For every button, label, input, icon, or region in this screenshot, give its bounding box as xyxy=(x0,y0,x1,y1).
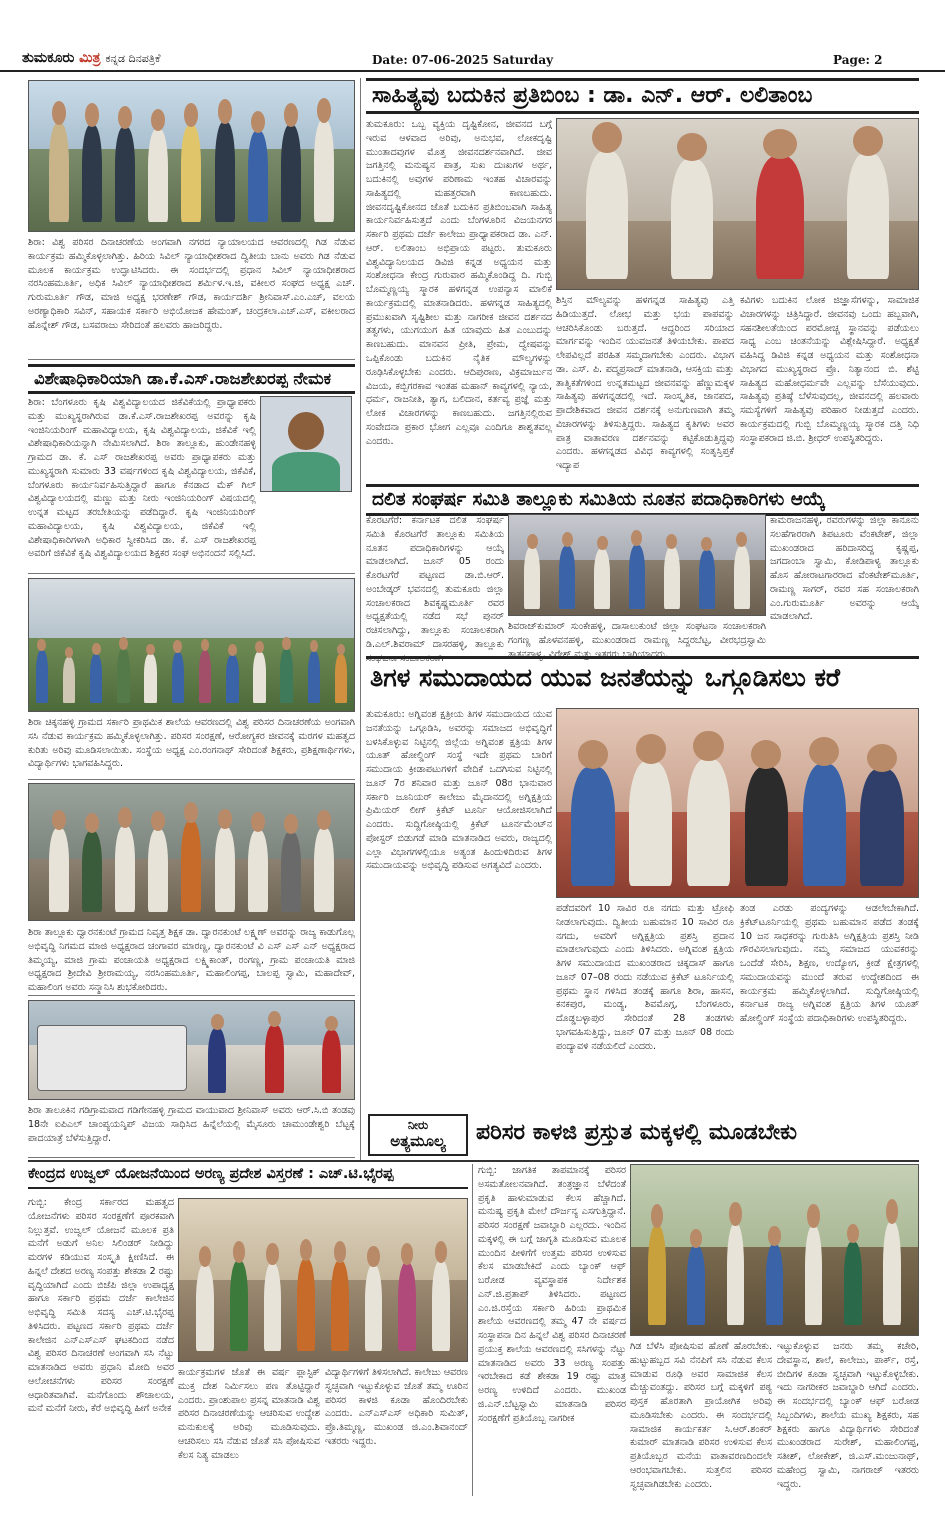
paper-name-main: ತುಮಕೂರು xyxy=(22,50,75,66)
dss-headline: ದಲಿತ ಸಂಘರ್ಷ ಸಮಿತಿ ತಾಲ್ಲೂಕು ಸಮಿತಿಯ ನೂತನ ಪದಾಧಿಕಾರಿಗಳು ಆಯ್ಕೆ xyxy=(366,484,919,516)
ujjwal-headline: ಕೇಂದ್ರದ ಉಜ್ವಲ್ ಯೋಜನೆಯಿಂದ ಅರಣ್ಯ ಪ್ರದೇಶ ವಿಸ್ತರಣೆ : ಎಚ್.ಟಿ.ಭೈರಪ್ಪ xyxy=(28,1164,468,1189)
page-number: Page: 2 xyxy=(833,53,883,67)
section-rule xyxy=(28,1160,919,1162)
literature-body-col2: ಶಿಸ್ತಿನ ಮೌಲ್ಯವನ್ನು ಹಳಗನ್ನಡ ಸಾಹಿತ್ಯವು ಎತ್ತಿ ಹಿಡಿಯುತ್ತದೆ. ಲೋಭ ಮತ್ತು ಭಯ ಪಾಪವನ್ನು ಆಚರಿಸಿಕೊಂಡು ಬರುತ್ತದೆ. ಆದ್ದರಿಂದ ಸರಿಯಾದ ಮಾರ್ಗವನ್ನು ಇಂದಿನ ಯುವಜನತೆ ತಿಳಿಯಬೇಕು. ಪಾಪದ ಲೇಪವಿಲ್ಲದೆ ಪರಹಿತ ಸಮ್ಮದಾಗಬೇಕು ಎಂದರು. ವಿಭಾಗ ಡಾ. ಎಸ್. ಪಿ. ಪದ್ಮಪ್ರಸಾದ್ ಮಾತನಾಡಿ, ಆಸಕ್ತಿಯ ಮತ್ತು ತಾತ್ವಿಕತೆಗಳಿಂದ ಉನ್ನತಮಟ್ಟದ ಜೀವನವನ್ನು ಹೆಣ್ಣುಮಕ್ಕಳ ಸಾಹಿತ್ಯವು ಹಳಗನ್ನಡದಲ್ಲಿ ಇದೆ. ಸಾಂಸ್ಕೃತಿಕ, ಜಾನಪದ, ಪ್ರಾದೇಶಿಕವಾದ ಜೀವನ ದರ್ಶನಕ್ಕೆ ಅನುಗುಣವಾಗಿ ತಮ್ಮ ವಿಚಾರಗಳನ್ನು ತಿಳಿಸುತ್ತಿದ್ದರು. ಸಾಹಿತ್ಯದ ಕೃತಿಗಳು ಅವರ ಪಾತ್ರ ವಾತಾವರಣ ದರ್ಶನವನ್ನು ಕಟ್ಟಿಕೊಡುತ್ತಿದ್ದವು ಎಂದರು. ಹಳಗನ್ನಡದ ವಿವಿಧ ಕಾವ್ಯಗಳಲ್ಲಿ ಸಂತೃಸ್ತಿಪ್ತಕೆ ಇದ್ಯಾಪ xyxy=(556,295,734,472)
youth-body-col3: ತಂಡ ಎರಡು ಪಂದ್ಯಗಳನ್ನು ಆಡಲೇಬೇಕಾಗಿದೆ. ಕ್ರಿಕೆಟ್‌ಟೂರ್ನಿಯಲ್ಲಿ ಪ್ರಥಮ ಬಹುಮಾನ ಪಡೆದ ತಂಡಕ್ಕೆ 10 ಜನ ಸಾಧಕರನ್ನು ಗುರುತಿಸಿ ಅಗ್ನಿಕ್ಷತ್ರಿಯ ಪ್ರಶಸ್ತಿ ನೀಡಿ ಗೌರವಿಸಲಾಗುವುದು. ನಮ್ಮ ಸಮಾಜದ ಯುವಕರನ್ನು ಒಂದೆಡೆ ಸೇರಿಸಿ, ಶಿಕ್ಷಣ, ಉದ್ಯೋಗ, ಕ್ರೀಡೆ ಕ್ಷೇತ್ರಗಳಲ್ಲಿ ಸಮುದಾಯವನ್ನು ಮುಂದೆ ತರುವ ಉದ್ದೇಶದಿಂದ ಈ ಕಾರ್ಯಕ್ರಮ ಹಮ್ಮಿಕೊಳ್ಳಲಾಗಿದೆ. ಸುದ್ದಿಗೋಷ್ಠಿಯಲ್ಲಿ ಕರ್ನಾಟಕ ರಾಜ್ಯ ಅಗ್ನಿವಂಶ ಕ್ಷತ್ರಿಯ ತಿಗಳ ಯೂತ್ ಹೋಲ್ಡಿಂಗ್ ಸಂಸ್ಥೆಯ ಪದಾಧಿಕಾರಿಗಳು ಉಪಸ್ಥಿತರಿದ್ದರು. xyxy=(740,903,919,1025)
paper-name xyxy=(22,50,160,66)
court-tree-planting-photo xyxy=(28,80,355,232)
court-photo-caption: ಶಿರಾ: ವಿಶ್ವ ಪರಿಸರ ದಿನಾಚರಣೆಯ ಅಂಗವಾಗಿ ನಗರದ ನ್ಯಾಯಾಲಯದ ಆವರಣದಲ್ಲಿ ಗಿಡ ನೆಡುವ ಕಾರ್ಯಕ್ರಮ ಹಮ್ಮಿಕೊಳ್ಳಲಾಗಿತ್ತು. ಹಿರಿಯ ಸಿವಿಲ್ ನ್ಯಾಯಾಧೀಶರಾದ ದ್ವಿತೀಯ ಬಾನು ಅವರು ಗಿಡ ನೆಡುವ ಮೂಲಕ ಕಾರ್ಯಕ್ರಮ ಉದ್ಘಾಟಿಸಿದರು. ಈ ಸಂದರ್ಭದಲ್ಲಿ ಪ್ರಧಾನ ಸಿವಿಲ್ ನ್ಯಾಯಾಧೀಶರಾದ ನರಸಿಂಹಮೂರ್ತಿ, ಅಧಿಕ ಸಿವಿಲ್ ನ್ಯಾಯಾಧೀಶರಾದ ಶರ್ಮಿಳ.ಇ.ಜಿ, ವಕೀಲರ ಸಂಘದ ಅಧ್ಯಕ್ಷ ಎಚ್. ಗುರುಮೂರ್ತಿ ಗೌಡ, ಮಾಜಿ ಅಧ್ಯಕ್ಷ ಭರಣೇಶ್ ಗೌಡ, ಕಾರ್ಯದರ್ಶಿ ಶ್ರೀನಿವಾಸ್.ಎಂ.ಎಚ್, ವಲಯ ಅರಣ್ಯಾಧಿಕಾರಿ ಸವಿನ್, ಸಹಾಯಕ ಸರ್ಕಾರಿ ಅಭಿಯೋಜಕ ಹೇಮಂತ್, ಚಂದ್ರಕಲಾ.ಎಚ್.ಎಸ್, ವಕೀಲರಾದ ಹೊನ್ನೇಶ್ ಗೌಡ, ಬಸವರಾಜು ಸೇರಿದಂತೆ ಹಲವರು ಹಾಜರಿದ್ದರು. xyxy=(28,236,355,360)
environment-headline: ಪರಿಸರ ಕಾಳಜಿ ಪ್ರಸ್ತುತ ಮಕ್ಕಳಲ್ಲಿ ಮೂಡಬೇಕು xyxy=(476,1120,797,1145)
school-photo-caption: ಶಿರಾ ಚಿಕ್ಕನಹಳ್ಳಿ ಗ್ರಾಮದ ಸರ್ಕಾರಿ ಪ್ರಾಥಮಿಕ ಶಾಲೆಯ ಆವರಣದಲ್ಲಿ ವಿಶ್ವ ಪರಿಸರ ದಿನಾಚರಣೆಯ ಅಂಗವಾಗಿ ಸಸಿ ನೆಡುವ ಕಾರ್ಯಕ್ರಮ ಹಮ್ಮಿಕೊಳ್ಳಲಾಗಿತ್ತು. ಪರಿಸರ ಸಂರಕ್ಷಣೆ, ಆರೋಗ್ಯಕರ ಜೀವನಕ್ಕೆ ಮರಗಳ ಮಹತ್ವದ ಕುರಿತು ಅರಿವು ಮೂಡಿಸಲಾಯಿತು. ಸಂಸ್ಥೆಯ ಅಧ್ಯಕ್ಷ ಎಂ.ರಂಗನಾಥ್ ಸೇರಿದಂತೆ ಶಿಕ್ಷಕರು, ಪ್ರಶಿಕ್ಷಣಾರ್ಥಿಗಳು, ವಿದ್ಯಾರ್ಥಿಗಳು ಭಾಗವಹಿಸಿದ್ದರು. xyxy=(28,716,355,780)
officer-bottom-rule xyxy=(28,573,355,574)
youth-poster-release-photo xyxy=(556,708,919,898)
truck-shape xyxy=(37,1025,187,1091)
literature-body-col3: ಕವಿಗಳು ಬದುಕಿನ ಲೋಕ ಜಿಜ್ಞಾಸೆಗಳನ್ನು, ಸಾಮಾಜಿಕ ವಿಚಾರಗಳನ್ನು ಚಿತ್ರಿಸಿದ್ದಾರೆ. ಜೀವನವು ಒಂದು ಹಬ್ಬವಾಗಿ, ಸಹನಶೀಲತೆಯಿಂದ ಪರಮೋಚ್ಚ ಸ್ಥಾನವನ್ನು ಪಡೆಯಲು ಸಾಧ್ಯ ಎಂಬ ಚಿಂತನೆಯನ್ನು ವಿಶ್ಲೇಷಿಸಿದ್ದಾರೆ. ಅಧ್ಯಕ್ಷತೆ ವಹಿಸಿದ್ದ ಡಿವಿಜಿ ಕನ್ನಡ ಅಧ್ಯಯನ ಮತ್ತು ಸಂಶೋಧನಾ ವಿಭಾಗದ ಮುಖ್ಯಸ್ಥರಾದ ಪ್ರೊ. ನಿತ್ಯಾನಂದ ಬಿ. ಶೆಟ್ಟಿ ಸಾಹಿತ್ಯದ ಮಹೋಧರ್ಮವೇ ಎಲ್ಲವನ್ನು ಬೆಸೆಯುವುದು. ಸಾಹಿತ್ಯವು ಪ್ರತಿಷ್ಠೆ ಬೆಳೆಸುವುದಲ್ಲ, ಜೀವನದಲ್ಲಿ ಹಲವಾರು ಸಮಸ್ಯೆಗಳಿಗೆ ಸಾಹಿತ್ಯವು ಪರಿಹಾರ ನೀಡುತ್ತದೆ ಎಂದರು. ಕಾರ್ಯಕ್ರಮದಲ್ಲಿ ಗುಬ್ಬಿ ಬೊಮ್ಮಣ್ಣಯ್ಯ ಸ್ಮಾರಕ ದತ್ತಿ ನಿಧಿ ಸಂಸ್ಥಾಪಕರಾದ ಜಿ.ಬಿ. ಶ್ರೀಧರ್ ಉಪಸ್ಥಿತರಿದ್ದರು. xyxy=(740,295,919,444)
officer-body-top: ಶಿರಾ: ಬೆಂಗಳೂರು ಕೃಷಿ ವಿಶ್ವವಿದ್ಯಾಲಯದ ಜಿಕೆವಿಕೆಯಲ್ಲಿ ಪ್ರಾಧ್ಯಾಪಕರು ಮತ್ತು ಮುಖ್ಯಸ್ಥರಾಗಿರುವ ಡಾ.ಕೆ.ಎಸ್.ರಾಜಶೇಖರಪ್ಪ ಅವರನ್ನು ಕೃಷಿ ಇಂಜಿನಿಯರಿಂಗ್ ಮಹಾವಿದ್ಯಾಲಯ, ಕೃಷಿ ವಿಶ್ವವಿದ್ಯಾಲಯ, ಜಿಕೆವಿಕೆ ಇಲ್ಲಿ ವಿಶೇಷಾಧಿಕಾರಿಯನ್ನಾಗಿ ನೇಮಿಸಲಾಗಿದೆ. ಶಿರಾ ತಾಲ್ಲೂಕು, ಹುಂಡೇನಹಳ್ಳಿ ಗ್ರಾಮದ ಡಾ. ಕೆ. ಎಸ್ ರಾಜಶೇಖರಪ್ಪ ಅವರು ಪ್ರಾಧ್ಯಾಪಕರು ಮತ್ತು ಮುಖ್ಯಸ್ಥರಾಗಿ ಸುಮಾರು 33 ವರ್ಷಗಳಿಂದ ಕೃಷಿ ವಿಶ್ವವಿದ್ಯಾಲಯ, ಜಿಕೆವಿಕೆ, ಬೆಂಗಳೂರು ಕಾರ್ಯನಿರ್ವಹಿಸುತ್ತಿದ್ದಾರೆ ಹಾಗೂ ಕೆನಡಾದ ಮೆಕ್ ಗಿಲ್ ವಿಶ್ವವಿದ್ಯಾಲಯದಲ್ಲಿ ಮಣ್ಣು ಮತ್ತು ನೀರು ಇಂಜಿನಿಯರಿಂಗ್ ವಿಷಯದಲ್ಲಿ ಉನ್ನತ ಮಟ್ಟದ ತರಬೇತಿಯನ್ನು ಪಡೆದಿದ್ದಾರೆ. ಕೃಷಿ ಇಂಜಿನಿಯರಿಂಗ್ ಮಹಾವಿದ್ಯಾಲಯ, ಕೃಷಿ ವಿಶ್ವವಿದ್ಯಾಲಯ, ಜಿಕೆವಿಕೆ ಇಲ್ಲಿ ವಿಶೇಷಾಧಿಕಾರಿಗಳಾಗಿ ಅಧಿಕಾರ ಸ್ವೀಕರಿಸಿದ ಡಾ. ಕೆ. ಎಸ್ ರಾಜಶೇಖರಪ್ಪ ಅವರಿಗೆ ಜಿಕೆವಿಕೆ ಕೃಷಿ ವಿಶ್ವವಿದ್ಯಾಲಯದ ಶಿಕ್ಷಕರ ಸಂಘ ಅಭಿನಂದನೆ ಸಲ್ಲಿಸಿದೆ. xyxy=(28,397,256,560)
dss-office-bearers-photo xyxy=(508,514,766,616)
masthead xyxy=(0,0,945,72)
environment-body-col2: ಗಿಡ ಬೆಳೆಸಿ ಪೋಷಿಸುವ ಹೊಣೆ ಹೊರಬೇಕು. ಹುಟ್ಟುಹಬ್ಬದ ಸವಿ ನೆನಪಿಗೆ ಸಸಿ ನೆಡುವ ಕೆಲಸ ಮಾಡುವ ರೂಢಿ ಅವರ ಸಾಮಾಜಿಕ ಕೆಲಸ ಮೆಚ್ಚುವಂತದ್ದು. ಪರಿಸರ ಬಗ್ಗೆ ಮಕ್ಕಳಿಗೆ ಪಠ್ಯ ಪುಸ್ತಕ ಹೊರತಾಗಿ ಪ್ರಾಯೋಗಿಕ ಅರಿವು ಮೂಡಿಸಬೇಕು ಎಂದರು. ಈ ಸಂದರ್ಭದಲ್ಲಿ ಸಾಮಾಜಿಕ ಕಾರ್ಯಕರ್ತ ಸಿ.ಆರ್.ಶಂಕರ್ ಕುಮಾರ್ ಮಾತನಾಡಿ ಪರಿಸರ ಉಳಿಸುವ ಕೆಲಸ ಪ್ರತಿಯೊಬ್ಬರ ಮನೆಯ ವಾತಾವರಣದಿಂದಲೇ ಆರಂಭವಾಗಬೇಕು. ಸುತ್ತಲಿನ ಪರಿಸರ ಸ್ವಚ್ಛವಾಗಿಡಬೇಕು ಎಂದರು. xyxy=(630,1341,772,1490)
literature-headline: ಸಾಹಿತ್ಯವು ಬದುಕಿನ ಪ್ರತಿಬಿಂಬ : ಡಾ. ಎನ್. ಆರ್. ಲಲಿತಾಂಬ xyxy=(366,78,919,114)
dss-body-col1: ಕೊರಟಗೆರೆ: ಕರ್ನಾಟಕ ದಲಿತ ಸಂಘರ್ಷ ಸಮಿತಿ ಕೊರಟಗೆರೆ ತಾಲ್ಲೂಕು ಸಮಿತಿಯ ನೂತನ ಪದಾಧಿಕಾರಿಗಳನ್ನು ಆಯ್ಕೆ ಮಾಡಲಾಗಿದೆ. ಜೂನ್ 05 ರಂದು ಕೊರಟಗೆರೆ ಪಟ್ಟಣದ ಡಾ.ಬಿ.ಆರ್. ಅಂಬೇಡ್ಕರ್ ಭವನದಲ್ಲಿ ತುಮಕೂರು ಜಿಲ್ಲಾ ಸಂಚಾಲಕರಾದ ಶಿವಕೃಷ್ಣಮೂರ್ತಿ ರವರ ಅಧ್ಯಕ್ಷತೆಯಲ್ಲಿ ನಡೆದ ಸಭೆ ಪುನರ್ ರಚಿಸಲಾಗಿದ್ದು, ತಾಲ್ಲೂಕು ಸಂಚಾಲಕರಾಗಿ ಡಿ.ಎಲ್.ಶಿವರಾಮ್ ದಾಸರಹಳ್ಳಿ, ತಾಲ್ಲೂಕು ಸಂಘಟನಾ ಸಂಚಾಲಕರಾಗಿ xyxy=(366,515,504,664)
youth-headline: ತಿಗಳ ಸಮುದಾಯದ ಯುವ ಜನತೆಯನ್ನು ಒಗ್ಗೂಡಿಸಲು ಕರೆ xyxy=(366,656,919,694)
ujjwal-body-col1: ಗುಬ್ಬಿ: ಕೇಂದ್ರ ಸರ್ಕಾರದ ಮಹತ್ವದ ಯೋಜನೆಗಳು ಪರಿಸರ ಸಂರಕ್ಷಣೆಗೆ ಪೂರಕವಾಗಿ ನಿಲ್ಲುತ್ತವೆ. ಉಜ್ವಲ್ ಯೋಜನೆ ಮೂಲಕ ಪ್ರತಿ ಮನೆಗೆ ಅಡುಗೆ ಅನಿಲ ಸಿಲಿಂಡರ್ ನೀಡಿದ್ದು ಮರಗಳ ಕಡಿಯುವ ಸಂಸ್ಕೃತಿ ಕ್ಷೀಣಿಸಿದೆ. ಈ ಹಿನ್ನಲೆ ದೇಶದ ಅರಣ್ಯ ಸಂಪತ್ತು ಶೇಕಡಾ 2 ರಷ್ಟು ವೃದ್ಧಿಯಾಗಿದೆ ಎಂದು ಬಿಜೆಪಿ ಜಿಲ್ಲಾ ಉಪಾಧ್ಯಕ್ಷ ಹಾಗೂ ಸರ್ಕಾರಿ ಪ್ರಥಮ ದರ್ಜೆ ಕಾಲೇಜಿನ ಅಭಿವೃದ್ಧಿ ಸಮಿತಿ ಸದಸ್ಯ ಎಚ್.ಟಿ.ಭೈರಪ್ಪ ತಿಳಿಸಿದರು. ಪಟ್ಟಣದ ಸರ್ಕಾರಿ ಪ್ರಥಮ ದರ್ಜೆ ಕಾಲೇಜಿನ ಎನ್ಎಸ್ಎಸ್ ಘಟಕದಿಂದ ನಡೆದ ವಿಶ್ವ ಪರಿಸರ ದಿನಾಚರಣೆ ಅಂಗವಾಗಿ ಸಸಿ ನೆಟ್ಟು ಮಾತನಾಡಿದ ಅವರು ಪ್ರಧಾನಿ ಮೋದಿ ಅವರ ಆಲೋಚನೆಗಳು ಪರಿಸರ ಸಂರಕ್ಷಣೆ ಆಧಾರಿತವಾಗಿವೆ. ಮನೆಗೊಂದು ಶೌಚಾಲಯ, ಮನೆ ಮನೆಗೆ ನೀರು, ಕೆರೆ ಅಭಿವೃದ್ಧಿ ಹೀಗೆ ಅನೇಕ xyxy=(28,1197,174,1415)
column-rule-bottom xyxy=(472,1164,473,1496)
literature-felicitation-photo xyxy=(556,118,919,290)
water-precious-logo xyxy=(368,1114,468,1156)
rcb-padayatra-photo xyxy=(28,1000,355,1100)
teacher-photo-caption: ಶಿರಾ ತಾಲ್ಲೂಕು ದ್ವಾರನಕುಂಟೆ ಗ್ರಾಮದ ನಿವೃತ್ತ ಶಿಕ್ಷಕ ಡಾ. ದ್ವಾರನಕುಂಟೆ ಲಕ್ಷ್ಮಣ್ ಅವರನ್ನು ರಾಜ್ಯ ಕಾಡುಗೊಲ್ಲ ಅಭಿವೃದ್ಧಿ ನಿಗಮದ ಮಾಜಿ ಅಧ್ಯಕ್ಷರಾದ ಚಂಗಾವರ ಮಾರಣ್ಣ, ದ್ವಾರನಕುಂಟೆ ವಿ ಎಸ್ ಎಸ್ ಎನ್ ಅಧ್ಯಕ್ಷರಾದ ತಿಮ್ಮಯ್ಯ, ಮಾಜಿ ಗ್ರಾಮ ಪಂಚಾಯತಿ ಅಧ್ಯಕ್ಷರಾದ ಲಕ್ಷ್ಮಿಕಾಂತ್, ರಂಗಣ್ಣ, ಗ್ರಾಮ ಪಂಚಾಯತಿ ಮಾಜಿ ಅಧ್ಯಕ್ಷರಾದ ಶ್ರೀದೇವಿ ಶ್ರೀರಾಮಯ್ಯ, ನರಸಿಂಹಮೂರ್ತಿ, ಮಹಾಲಿಂಗಪ್ಪ, ಬಾಲಪ್ಪ ಸ್ವಾಮಿ, ಮಹಾದೇವ್, ಮಹಾಲಿಂಗ ಅವರು ಸನ್ಮಾನಿಸಿ ಶುಭಕೋರಿದರು. xyxy=(28,926,355,996)
school-children-photo xyxy=(28,578,355,712)
column-rule-left xyxy=(360,78,361,1160)
literature-body-col1: ತುಮಕೂರು: ಒಬ್ಬ ವ್ಯಕ್ತಿಯ ದೃಷ್ಟಿಕೋನ, ಜೀವನದ ಬಗ್ಗೆ ಇರುವ ಆಳವಾದ ಅರಿವು, ಅನುಭವ, ಲೋಕದೃಷ್ಟಿ ಮುಂತಾದವುಗಳ ಮೊತ್ತ ಜೀವನದರ್ಶನವಾಗಿದೆ. ಜೀವ ಜಗತ್ತಿನಲ್ಲಿ ಮನುಷ್ಯನ ಪಾತ್ರ, ಸುಖ ದುಃಖಗಳ ಅರ್ಥ, ಬದುಕಿನಲ್ಲಿ ಅವುಗಳ ಪರಿಣಾಮ ಇಂತಹ ವಿಚಾರವನ್ನು ಸಾಹಿತ್ಯದಲ್ಲಿ ಮಹತ್ತರವಾಗಿ ಕಾಣಬಹುದು. ಜೀವನದೃಷ್ಟಿಕೋನದ ಜೊತೆ ಬದುಕಿನ ಪ್ರತಿಬಿಂಬವಾಗಿ ಸಾಹಿತ್ಯ ಕಾರ್ಯನಿರ್ವಹಿಸುತ್ತದೆ ಎಂದು ಬೆಂಗಳೂರಿನ ವಿಜಯನಗರ ಸರ್ಕಾರಿ ಪ್ರಥಮ ದರ್ಜೆ ಕಾಲೇಜು ಪ್ರಾಧ್ಯಾಪಕರಾದ ಡಾ. ಎನ್. ಆರ್. ಲಲಿತಾಂಬ ಅಭಿಪ್ರಾಯ ಪಟ್ಟರು. ತುಮಕೂರು ವಿಶ್ವವಿದ್ಯಾನಿಲಯದ ಡಿವಿಜಿ ಕನ್ನಡ ಅಧ್ಯಯನ ಮತ್ತು ಸಂಶೋಧನಾ ಕೇಂದ್ರ ಗುರುವಾರ ಹಮ್ಮಿಕೊಂಡಿದ್ದ ದಿ. ಗುಬ್ಬಿ ಬೊಮ್ಮಣ್ಣಯ್ಯ ಸ್ಮಾರಕ ಹಳಗನ್ನಡ ಉಪನ್ಯಾಸ ಮಾಲಿಕೆ ಕಾರ್ಯಕ್ರಮದಲ್ಲಿ ಮಾತನಾಡಿದರು. ಹಳಗನ್ನಡ ಸಾಹಿತ್ಯದಲ್ಲಿ ಪ್ರಮುಖವಾಗಿ ಸೃಷ್ಟಿಶೀಲ ಮತ್ತು ನಾಗರೀಕ ಜೀವನ ದರ್ಶನದ ತತ್ವಗಳು, ಯುಗಯುಗ ಹಿತ ಯಾವುದು ಹಿತ ಎಂಬುದನ್ನು ಕಾಣಬಹುದು. ಮಾನವನ ಪ್ರೀತಿ, ಪ್ರೇಮ, ದ್ವೇಷವನ್ನು ಒಪ್ಪಿಕೊಂಡು ಬದುಕಿನ ನೈತಿಕ ಮೌಲ್ಯಗಳನ್ನು ರೂಢಿಸಿಕೊಳ್ಳಬೇಕು ಎಂದರು. ಆದಿಪುರಾಣ, ವಿಕ್ರಮಾರ್ಜುನ ವಿಜಯ, ಕಬ್ಬಿಗರಕಾವ ಇಂತಹ ಮಹಾನ್ ಕಾವ್ಯಗಳಲ್ಲಿ ನ್ಯಾಯ, ಧರ್ಮ, ರಾಜನೀತಿ, ತ್ಯಾಗ, ಬಲಿದಾನ, ಕರ್ತವ್ಯ ಪ್ರಜ್ಞೆ ಮತ್ತು ಲೋಕ ವಿಚಾರಗಳನ್ನು ಕಾಣಬಹುದು. ಜಗತ್ತಿನಲ್ಲಿರುವ ಸಂವೇದನಾ ಪ್ರಕಾರ ಭೋಗ ಎಲ್ಲವೂ ಎಂದಿಗೂ ಶಾಶ್ವತವಲ್ಲ ಎಂದರು. xyxy=(366,119,552,447)
officer-portrait-photo xyxy=(260,396,352,492)
paper-name-mitra: ಮಿತ್ರ xyxy=(79,50,101,66)
water-logo-line2: ಅತ್ಯಮೂಲ್ಯ xyxy=(390,1131,446,1150)
dss-body-col3: ಕಾಮರಾಜನಹಳ್ಳಿ, ರವರುಗಳನ್ನು ಜಿಲ್ಲಾ ಕಾನೂನು ಸಲಹೆಗಾರರಾಗಿ ತಿಪಟೂರು ವೆಂಕಟೇಶ್, ಜಿಲ್ಲಾ ಮುಖಂಡರಾದ ಹರಿದಾಸರಿದ್ದ ಕೃಷ್ಣಪ್ಪ, ಜಗದಾಂಬಾ ಸ್ವಾಮಿ, ಕೋಡಿಪಾಳ್ಯ ತಾಲ್ಲೂಕು ಹೊಸ ಹೋರಾಟಗಾರರಾದ ವೆಂಕಟೇಶ್‌ಮೂರ್ತಿ, ರಾಮಣ್ಣ ಸಾಗರ್, ರವರ ಸಹ ಸಂಚಾಲಕರಾಗಿ ಎಂ.ಗುರುಮೂರ್ತಿ ಅವರನ್ನು ಆಯ್ಕೆ ಮಾಡಲಾಗಿದೆ. xyxy=(770,515,919,623)
officer-headline: ವಿಶೇಷಾಧಿಕಾರಿಯಾಗಿ ಡಾ.ಕೆ.ಎಸ್.ರಾಜಶೇಖರಪ್ಪ ನೇಮಕ xyxy=(28,364,355,394)
water-logo-line1: ನೀರು xyxy=(407,1118,429,1132)
dss-body-under-photo: ಶಿವರಾಜ್‌ಕುಮಾರ್ ಸುಂಕೇಹಳ್ಳಿ, ದಾಸಾಲುಕುಂಟೆ ಜಿಲ್ಲಾ ಸಂಘಟನಾ ಸಂಚಾಲಕರಾಗಿ ಗಂಗಣ್ಣ ಹೊಳವನಹಳ್ಳಿ, ಮುಖಂಡರಾದ ರಾಮಣ್ಣ ಸಿದ್ದರಬೆಟ್ಟ, ವೀರಭದ್ರಸ್ವಾಮಿ ತಾತನಪಾಳ್ಯ, ವಿರೇಶ್ ಮತ್ತು ಇತರರು ಭಾಗಿಯಾದರು. xyxy=(508,621,766,660)
youth-body-col1: ತುಮಕೂರು: ಅಗ್ನಿವಂಶ ಕ್ಷತ್ರೀಯ ತಿಗಳ ಸಮುದಾಯದ ಯುವ ಜನತೆಯನ್ನು ಒಗ್ಗೂಡಿಸಿ, ಅವರನ್ನು ಸಮಾಜದ ಅಭಿವೃದ್ಧಿಗೆ ಬಳಸಿಕೊಳ್ಳುವ ನಿಟ್ಟಿನಲ್ಲಿ ಜಿಲ್ಲೆಯ ಅಗ್ನಿವಂಶ ಕ್ಷತ್ರಿಯ ತಿಗಳ ಯೂತ್ ಹೋಲ್ಡಿಂಗ್ ಸಂಸ್ಥೆ ಇದೇ ಪ್ರಥಮ ಬಾರಿಗೆ ಸಮುದಾಯ ಕ್ರೀಡಾಪಟುಗಳಿಗೆ ವೇದಿಕೆ ಒದಗಿಸುವ ನಿಟ್ಟಿನಲ್ಲಿ ಜೂನ್ 7ರ ಶನಿವಾರ ಮತ್ತು ಜೂನ್ 08ರ ಭಾನುವಾರ ಸರ್ಕಾರಿ ಜೂನಿಯರ್ ಕಾಲೇಜು ಮೈದಾನದಲ್ಲಿ ಅಗ್ನಿಕ್ಷತ್ರಿಯ ಪ್ರಿಮಿಯರ್ ಲೀಗ್ ಕ್ರಿಕೆಟ್ ಟೂರ್ನಿ ಆಯೋಜಿಸಲಾಗಿದೆ ಎಂದರು. ಸುದ್ದಿಗೋಷ್ಠಿಯಲ್ಲಿ ಕ್ರಿಕೆಟ್ ಟೂರ್ನಮೆಂಟ್‌ನ ಪೋಸ್ಟರ್ ಬಿಡುಗಡೆ ಮಾಡಿ ಮಾತನಾಡಿದ ಅವರು, ರಾಜ್ಯದಲ್ಲಿ ಎಲ್ಲಾ ವಿಭಾಗಗಳಲ್ಲಿಯೂ ಅತ್ಯಂತ ಹಿಂದುಳಿದಿರುವ ತಿಗಳ ಸಮುದಾಯವನ್ನು ಅಭಿವೃದ್ಧಿ ಪಡಿಸುವ ಅಗತ್ಯವಿದೆ ಎಂದರು. xyxy=(366,709,552,872)
ujjwal-body-under-photo: ಕಾರ್ಯಕ್ರಮಗಳ ಜೊತೆ ಈ ವರ್ಷ ಪ್ಲಾಸ್ಟಿಕ್ ಮುಕ್ತ ದೇಶ ನಿರ್ಮಿಸಲು ಪಣ ತೊಟ್ಟಿದ್ದಾರೆ ಎಂದರು. ಪ್ರಾಂಶುಪಾಲ ಪ್ರಸನ್ನ ಮಾತನಾಡಿ ವಿಶ್ವ ಪರಿಸರ ದಿನಾಚರಣೆಯನ್ನು ಆಚರಿಸುವ ಉದ್ದೇಶ ಮನುಕುಲಕ್ಕೆ ಅರಿವು ಮೂಡಿಸುವುದು. ಆಚರಿಸಲು ಸಸಿ ನೆಡುವ ಜೊತೆ ಸಸಿ ಪೋಷಿಸುವ ಕೆಲಸ ನಿತ್ಯ ಮಾಡಲು xyxy=(178,1367,320,1461)
youth-body-col1b xyxy=(366,914,552,1014)
environment-body-col1: ಗುಬ್ಬಿ: ಜಾಗತಿಕ ತಾಪಮಾನಕ್ಕೆ ಪರಿಸರ ಅಸಮತೋಲನವಾಗಿದೆ. ತಂತ್ರಜ್ಞಾನ ಬೆಳೆದಂತೆ ಪ್ರಕೃತಿ ಹಾಳುಮಾಡುವ ಕೆಲಸ ಹೆಚ್ಚಾಗಿದೆ. ಮನುಷ್ಯ ಪ್ರಕೃತಿ ಮೇಲೆ ದೌರ್ಜನ್ಯ ಎಸಗುತ್ತಿದ್ದಾನೆ. ಪರಿಸರ ಸಂರಕ್ಷಣೆ ಜವಾಬ್ದಾರಿ ಎಲ್ಲರದು. ಇಂದಿನ ಮಕ್ಕಳಲ್ಲಿ ಈ ಬಗ್ಗೆ ಜಾಗೃತಿ ಮೂಡಿಸುವ ಮೂಲಕ ಮುಂದಿನ ಪೀಳಿಗೆಗೆ ಉತ್ತಮ ಪರಿಸರ ಉಳಿಸುವ ಕೆಲಸ ಮಾಡಬೇಕಿದೆ ಎಂದು ಬ್ಯಾಂಕ್ ಆಫ್ ಬರೋಡ ವ್ಯವಸ್ಥಾಪಕ ನಿರ್ದೇಶಕ ಎನ್.ಜಿ.ಪ್ರತಾಪ್ ತಿಳಿಸಿದರು. ಪಟ್ಟಣದ ಎಂ.ಜಿ.ರಸ್ತೆಯ ಸರ್ಕಾರಿ ಹಿರಿಯ ಪ್ರಾಥಮಿಕ ಶಾಲೆಯ ಆವರಣದಲ್ಲಿ ತಮ್ಮ 47 ನೇ ವರ್ಷದ ಸಂಸ್ಥಾಪನಾ ದಿನ ಹಿನ್ನಲೆ ವಿಶ್ವ ಪರಿಸರ ದಿನಾಚರಣೆ ಪ್ರಯುಕ್ತ ಶಾಲೆಯ ಆವರಣದಲ್ಲಿ ಸಸಿಗಳನ್ನು ನೆಟ್ಟು ಮಾತನಾಡಿದ ಅವರು 33 ಅರಣ್ಯ ಸಂಪತ್ತು ಇರಬೇಕಾದ ಕಡೆ ಶೇಕಡಾ 19 ರಷ್ಟು ಮಾತ್ರ ಅರಣ್ಯ ಉಳಿದಿದೆ ಎಂದರು. ಮುಖಂಡ ಜಿ.ಎನ್.ಬೆಟ್ಟಸ್ವಾಮಿ ಮಾತನಾಡಿ ಪರಿಸರ ಸಂರಕ್ಷಣೆಗೆ ಪ್ರತಿಯೊಬ್ಬ ನಾಗರೀಕ xyxy=(478,1165,626,1424)
environment-sapling-photo xyxy=(630,1164,919,1336)
rcb-photo-caption: ಶಿರಾ ತಾಲೂಕಿನ ಗಡಿಗ್ರಾಮವಾದ ಗಡಿಗೇನಹಳ್ಳಿ ಗ್ರಾಮದ ವಾಯುವಾದ ಶ್ರೀನಿವಾಸ್ ಅವರು ಆರ್.ಸಿ.ಬಿ ತಂಡವು 18ನೇ ಐಪಿಎಲ್ ಚಾಂಪ್ಯಯನ್ಶಿಪ್ ವಿಜಯ ಸಾಧಿಸಿದ ಹಿನ್ನೆಲೆಯಲ್ಲಿ ಮೈಸೂರು ಚಾಮುಂಡೇಶ್ವರಿ ಬೆಟ್ಟಕ್ಕೆ ಪಾದಯಾತ್ರೆ ಬೆಳೆಸುತ್ತಿದ್ದಾರೆ. xyxy=(28,1104,355,1158)
teacher-felicitation-photo xyxy=(28,783,355,921)
ujjwal-event-photo xyxy=(178,1198,468,1362)
ujjwal-body-under-photo2: ವಿದ್ಯಾರ್ಥಿಗಳಿಗೆ ತಿಳಿಸಲಾಗಿದೆ. ಕಾಲೇಜು ಆವರಣ ಸ್ವಚ್ಛವಾಗಿ ಇಟ್ಟುಕೊಳ್ಳುವ ಜೊತೆ ತಮ್ಮ ಊರಿನ ಪರಿಸರ ಕಾಳಜಿ ಕೂಡಾ ಹೊಂದಿರಬೇಕು ಎಂದರು. ಎನ್ಎಸ್ಎಸ್ ಅಧಿಕಾರಿ ಸುಮಿತ್, ಪ್ರೊ.ತಿಮ್ಮಣ್ಣ, ಮುಖಂಡ ಜಿ.ಎಂ.ಶಿವಾನಂದ್ ಇತರರು ಇದ್ದರು. xyxy=(325,1367,468,1447)
environment-body-col3: ಇಟ್ಟುಕೊಳ್ಳುವ ಜನರು ತಮ್ಮ ಕಚೇರಿ, ದೇವಸ್ಥಾನ, ಶಾಲೆ, ಕಾಲೇಜು, ಪಾರ್ಕ್, ರಸ್ತೆ, ಬೀದಿಗಳ ಕೂಡಾ ಸ್ವಚ್ಛವಾಗಿ ಇಟ್ಟುಕೊಳ್ಳಬೇಕು. ಇದು ನಾಗರೀಕರ ಜವಾಬ್ದಾರಿ ಆಗಿದೆ ಎಂದರು. ಈ ಸಂದರ್ಭದಲ್ಲಿ ಬ್ಯಾಂಕ್ ಆಫ್ ಬರೋಡ ಸಿಬ್ಬಂದಿಗಳು, ಶಾಲೆಯ ಮುಖ್ಯ ಶಿಕ್ಷಕರು, ಸಹ ಶಿಕ್ಷಕರು ಹಾಗೂ ವಿದ್ಯಾರ್ಥಿಗಳು ಸೇರಿದಂತೆ ಮುಖಂಡರಾದ ಸುರೇಶ್, ಮಹಾಲಿಂಗಪ್ಪ, ಸತೀಶ್, ಲೋಕೇಶ್, ಜಿ.ಎಸ್.ಮಂಜುನಾಥ್, ಮಹೇಂದ್ರ ಸ್ವಾಮಿ, ನಾಗರಾಜ್ ಇತರರು ಇದ್ದರು. xyxy=(777,1341,919,1490)
youth-body-col2: ಪಡೆದವರಿಗೆ 10 ಸಾವಿರ ರೂ ನಗದು ಮತ್ತು ಟ್ರೋಫಿ ನೀಡಲಾಗುವುದು. ದ್ವಿತೀಯ ಬಹುಮಾನ 10 ಸಾವಿರ ರೂ ನಗದು, ಅವರಿಗೆ ಅಗ್ನಿಕ್ಷತ್ರಿಯ ಪ್ರಶಸ್ತಿ ಪ್ರದಾನ ಮಾಡಲಾಗುವುದು ಎಂದು ತಿಳಿಸಿದರು. ಅಗ್ನಿವಂಶ ಕ್ಷತ್ರಿಯ ತಿಗಳ ಸಮುದಾಯದ ಮುಖಂಡರಾದ ಚಿಕ್ಕದಾಸ್ ಹಾಗೂ ಜೂನ್ 07–08 ರಂದು ನಡೆಯುವ ಕ್ರಿಕೆಟ್ ಟೂರ್ನಿಯಲ್ಲಿ ಪ್ರಥಮ ಸ್ಥಾನ ಗಳಿಸಿದ ತಂಡಕ್ಕೆ ಹಾಗೂ ಶಿರಾ, ಹಾಸನ, ಕನಕಪುರ, ಮಂಡ್ಯ, ಶಿವಮೊಗ್ಗ, ಬೆಂಗಳೂರು, ದೊಡ್ಡಬಳ್ಳಾಪುರ ಸೇರಿದಂತೆ 28 ತಂಡಗಳು ಭಾಗವಹಿಸುತ್ತಿದ್ದು, ಜೂನ್ 07 ಮತ್ತು ಜೂನ್ 08 ರಂದು ಪಂದ್ಯಾವಳಿ ನಡೆಯಲಿದೆ ಎಂದರು. xyxy=(556,903,734,1052)
paper-tagline: ಕನ್ನಡ ದಿನಪತ್ರಿಕೆ xyxy=(105,52,161,65)
issue-date: Date: 07-06-2025 Saturday xyxy=(372,53,554,67)
